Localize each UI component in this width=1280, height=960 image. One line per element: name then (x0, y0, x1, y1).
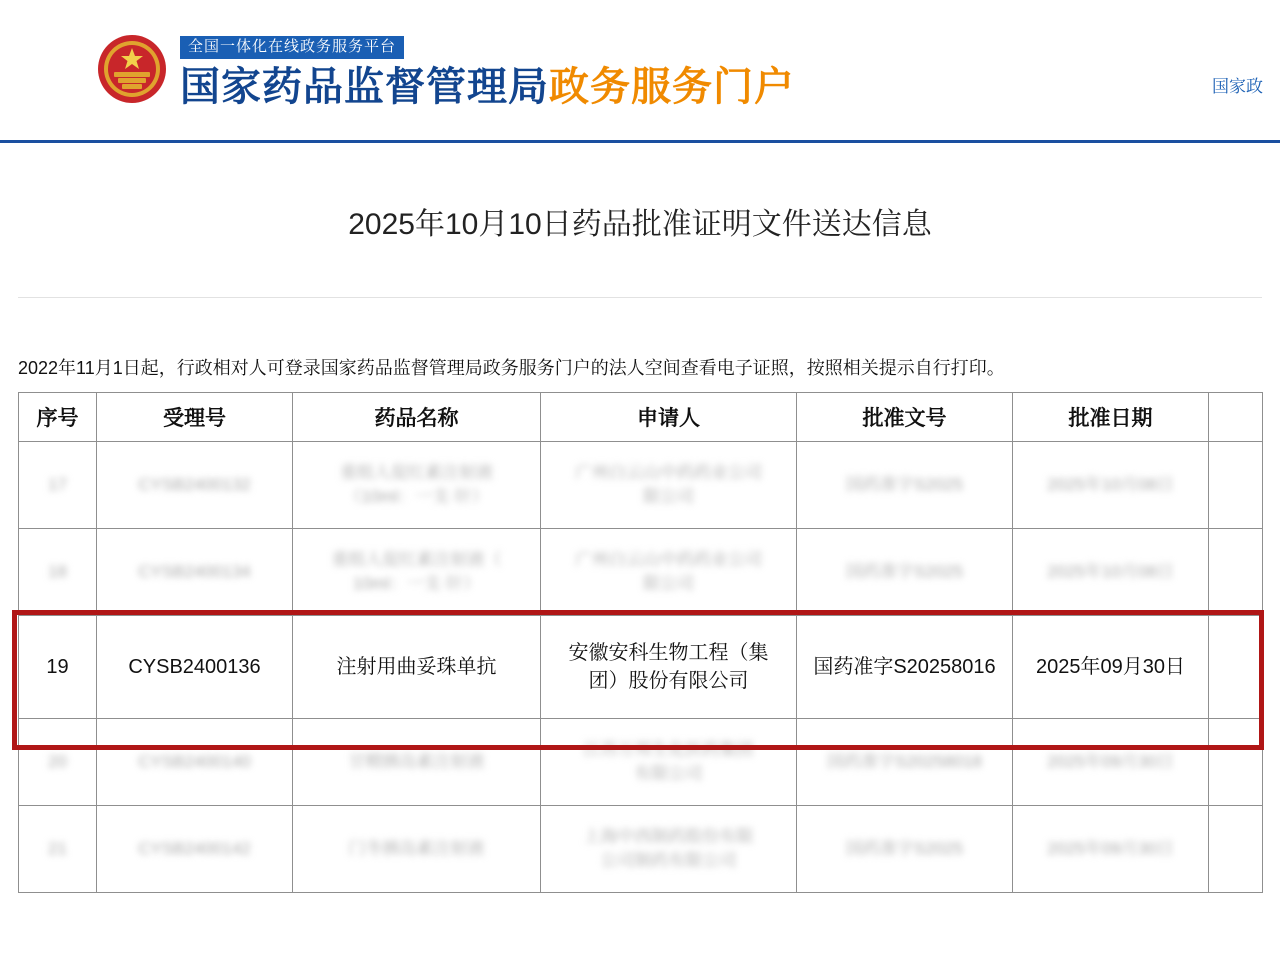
header-right-link[interactable]: 国家政 (1212, 77, 1263, 96)
table-header-row (19, 393, 1263, 442)
cell-spacer (1209, 442, 1263, 529)
approval-table (18, 392, 1263, 893)
cell-drug: 门冬胰岛素注射液 (293, 806, 541, 893)
cell-spacer (1209, 529, 1263, 616)
cell-accept: CYSB2400134 (97, 529, 293, 616)
cell-approval-date: 2025年10月08日 (1013, 442, 1209, 529)
table-col-approval-no: 批准文号 (797, 393, 1013, 442)
cell-accept: CYSB2400140 (97, 719, 293, 806)
cell-index: 17 (19, 442, 97, 529)
site-header (0, 0, 1280, 143)
table-col-index: 序号 (19, 393, 97, 442)
table-col-accept: 受理号 (97, 393, 293, 442)
cell-index: 21 (19, 806, 97, 893)
table-row (19, 529, 1263, 616)
table-body (19, 442, 1263, 893)
cell-index: 18 (19, 529, 97, 616)
table-row (19, 806, 1263, 893)
cell-approval-date: 2025年09月30日 (1013, 719, 1209, 806)
table-col-approval-date: 批准日期 (1013, 393, 1209, 442)
cell-accept: CYSB2400142 (97, 806, 293, 893)
notice-text: 2022年11月1日起，行政相对人可登录国家药品监督管理局政务服务门户的法人空间查看电子证照，按照相关提示自行打印。 (18, 358, 1005, 378)
title-divider (18, 297, 1262, 298)
cell-approval-no: 国药准字S20258018 (797, 719, 1013, 806)
cell-applicant: 广州白云山中药药业公司 限公司 (541, 529, 797, 616)
cell-applicant: 江苏万邦生化医药集团 有限公司 (541, 719, 797, 806)
platform-tag: 全国一体化在线政务服务平台 (180, 36, 404, 59)
brand-title-main: 国家药品监督管理局 (180, 65, 549, 109)
table-col-spacer (1209, 393, 1263, 442)
cell-index: 19 (19, 616, 97, 719)
approval-table-wrapper (18, 392, 1262, 893)
cell-applicant: 广州白云山中药药业公司 限公司 (541, 442, 797, 529)
cell-drug: 重组人促红素注射液 （10ml：一支·针） (293, 442, 541, 529)
cell-approval-no: 国药准字S2025 (797, 806, 1013, 893)
cell-accept: CYSB2400132 (97, 442, 293, 529)
page-title: 2025年10月10日药品批准证明文件送达信息 (348, 208, 932, 241)
cell-index: 20 (19, 719, 97, 806)
table-col-applicant: 申请人 (541, 393, 797, 442)
brand-title (180, 63, 795, 111)
cell-approval-date: 2025年09月30日 (1013, 806, 1209, 893)
cell-accept: CYSB2400136 (97, 616, 293, 719)
cell-approval-date: 2025年10月08日 (1013, 529, 1209, 616)
cell-approval-no: 国药准字S2025 (797, 529, 1013, 616)
table-row-highlighted (19, 616, 1263, 719)
cell-spacer (1209, 719, 1263, 806)
cell-approval-no: 国药准字S2025 (797, 442, 1013, 529)
cell-drug: 注射用曲妥珠单抗 (293, 616, 541, 719)
cell-applicant: 安徽安科生物工程（集 团）股份有限公司 (541, 616, 797, 719)
table-row (19, 442, 1263, 529)
cell-approval-date: 2025年09月30日 (1013, 616, 1209, 719)
table-row (19, 719, 1263, 806)
cell-approval-no: 国药准字S20258016 (797, 616, 1013, 719)
table-col-drug: 药品名称 (293, 393, 541, 442)
cell-drug: 甘精胰岛素注射液 (293, 719, 541, 806)
cell-applicant: 上海中西制药股份有限 公司制药有限公司 (541, 806, 797, 893)
brand-block (180, 36, 795, 111)
cell-spacer (1209, 616, 1263, 719)
brand-title-sub: 政务服务门户 (549, 65, 795, 109)
cell-spacer (1209, 806, 1263, 893)
cell-drug: 重组人促红素注射液（ 10ml：一支·针） (293, 529, 541, 616)
national-emblem-icon (95, 32, 169, 106)
